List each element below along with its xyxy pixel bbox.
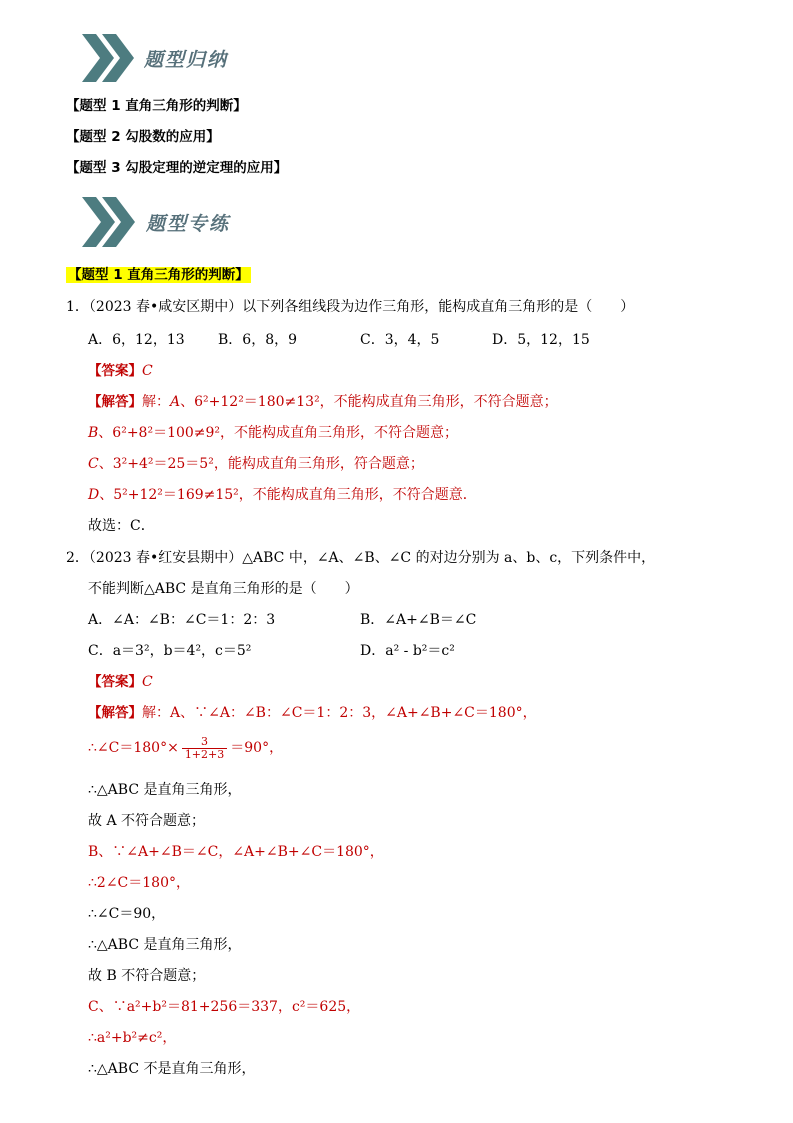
option-c: C．3，4，5 [360,332,440,348]
header-title: 题型归纳 [144,48,229,71]
explain-line: C、3²+4²＝25＝5²，能构成直角三角形，符合题意； [88,456,424,472]
explain-line: ∴△ABC 是直角三角形， [88,937,242,953]
explain-line: 【解答】解：A、6²+12²＝180≠13²，不能构成直角三角形，不符合题意； [88,394,558,410]
section-header-summary [80,30,228,86]
answer-line: 【答案】C [88,674,153,690]
section-header-practice [80,194,230,250]
option-d: D．5，12，15 [492,332,590,348]
explain-line: ∴△ABC 不是直角三角形， [88,1061,256,1077]
option-a: A．6，12，13 [88,332,185,348]
explain-line: ∴2∠C＝180°， [88,875,190,891]
explain-line: 【解答】解：A、∵∠A：∠B：∠C＝1：2：3，∠A+∠B+∠C＝180°， [88,705,537,721]
option-c: C．a＝3²，b＝4²，c＝5² [88,643,252,659]
explain-line: ∴∠C＝180°× $\frac{3}{1+2+3}$ ＝90°， [88,734,284,761]
header-title: 题型专练 [146,212,231,235]
conclusion-line: 故选：C． [88,518,155,534]
explain-line: B、∵∠A+∠B＝∠C，∠A+∠B+∠C＝180°， [88,844,384,860]
option-a: A．∠A：∠B：∠C＝1：2：3 [88,612,276,628]
explain-line: D、5²+12²＝169≠15²，不能构成直角三角形，不符合题意． [88,487,477,503]
option-d: D．a² - b²＝c² [360,643,455,659]
explain-line: ∴a²+b²≠c²， [88,1030,177,1046]
double-chevron-icon [80,195,138,249]
explain-line: 故 B 不符合题意； [88,968,206,984]
option-b: B．∠A+∠B＝∠C [360,612,477,628]
explain-line: 故 A 不符合题意； [88,813,206,829]
answer-line: 【答案】C [88,363,153,379]
fraction: $\frac{3}{1+2+3}$ [182,736,227,761]
question-stem: 1．（2023 春•咸安区期中）以下列各组线段为边作三角形，能构成直角三角形的是（ ） [66,299,635,315]
question-stem: 2．（2023 春•红安县期中）△ABC 中，∠A、∠B、∠C 的对边分别为 a、b、c，下列条件中， [66,550,656,566]
explain-line: ∴∠C＝90， [88,906,166,922]
question-options [88,330,590,350]
option-b: B．6，8，9 [218,332,298,348]
toc-item: 【题型 3 勾股定理的逆定理的应用】 [66,160,288,176]
double-chevron-icon [80,32,136,84]
toc-item: 【题型 2 勾股数的应用】 [66,129,220,145]
explain-line: C、∵a²+b²＝81+256＝337，c²＝625， [88,999,361,1015]
question-options [88,641,455,661]
question-options [88,610,476,630]
explain-line: ∴△ABC 是直角三角形， [88,782,242,798]
toc-item: 【题型 1 直角三角形的判断】 [66,98,247,114]
question-stem-cont: 不能判断△ABC 是直角三角形的是（ ） [88,581,359,597]
answer-value: C [142,674,153,690]
answer-value: C [142,363,153,379]
section-tag: 【题型 1 直角三角形的判断】 [68,267,249,283]
explain-line: B、6²+8²＝100≠9²，不能构成直角三角形，不符合题意； [88,425,459,441]
